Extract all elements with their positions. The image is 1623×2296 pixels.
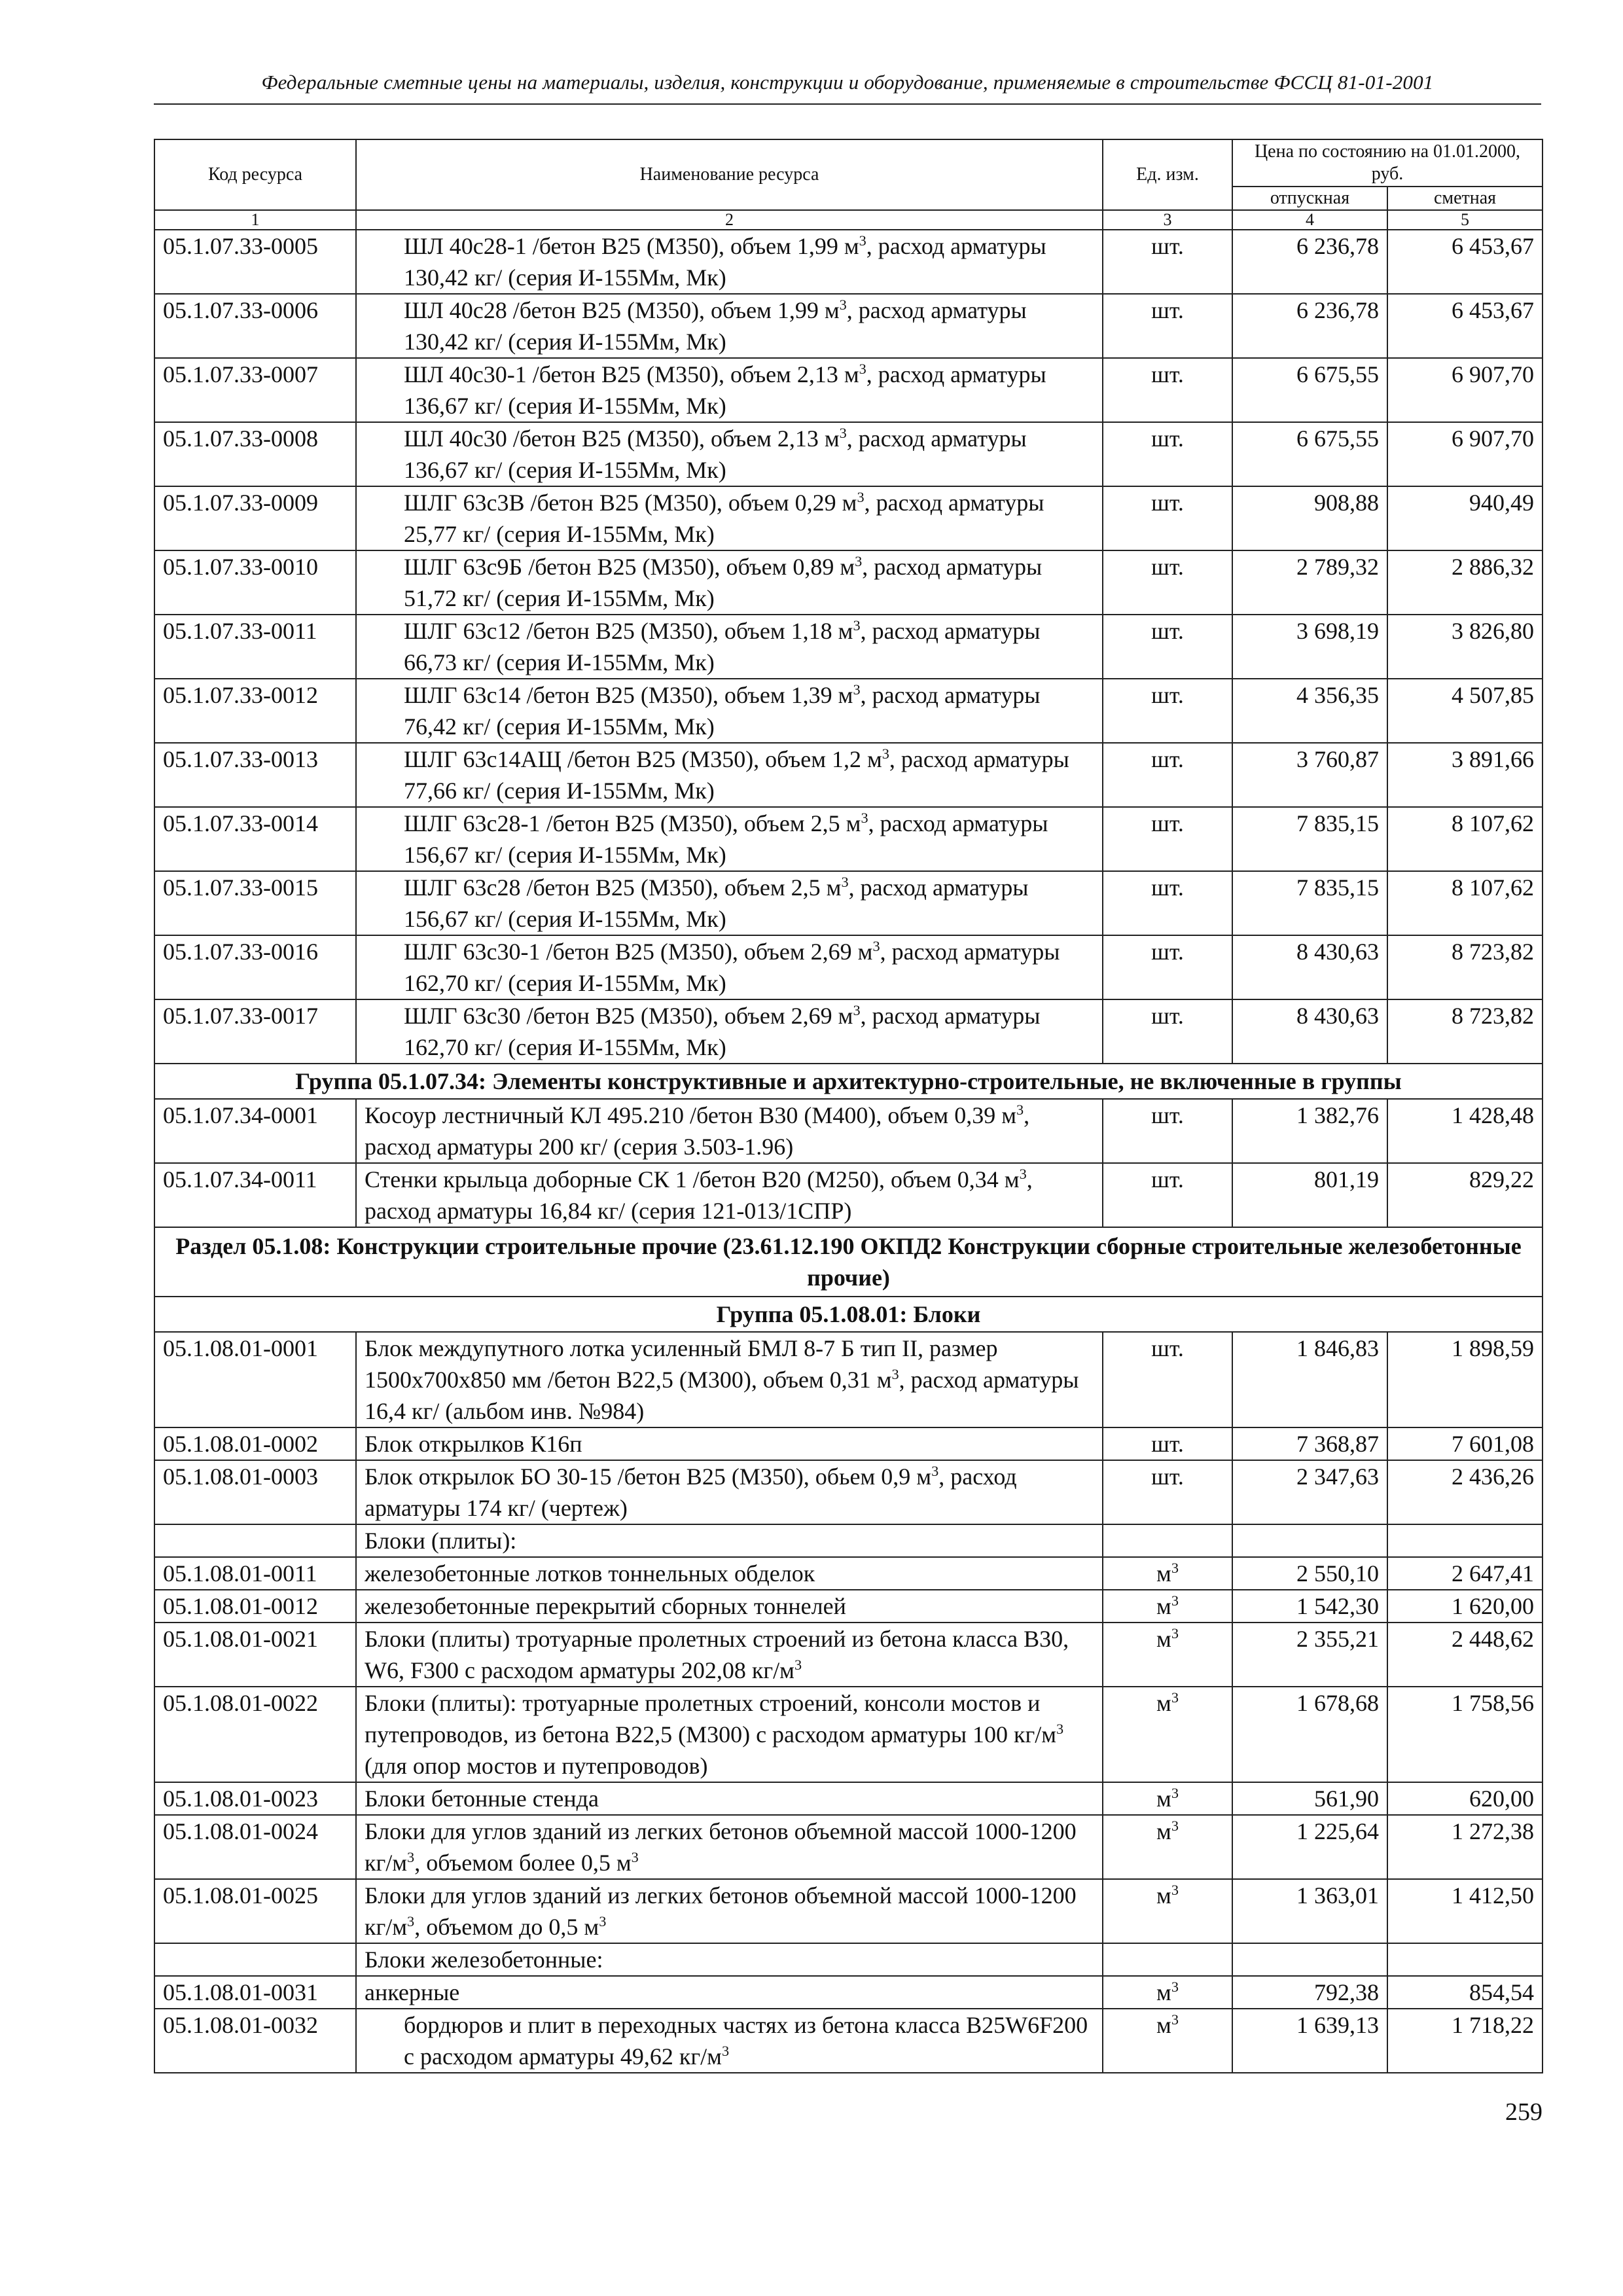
release-price: 2 550,10 xyxy=(1232,1557,1387,1590)
resource-name: Блок открылков К16п xyxy=(356,1427,1103,1460)
table-row xyxy=(154,743,1543,807)
resource-code: 05.1.07.33-0007 xyxy=(154,358,356,422)
estimate-price: 2 647,41 xyxy=(1387,1557,1543,1590)
unit-of-measure: шт. xyxy=(1103,230,1232,294)
table-body xyxy=(154,230,1543,2073)
resource-name: Блок междупутного лотка усиленный БМЛ 8-7 Б тип II, размер 1500х700х850 мм /бетон В22,5 (М300), объем 0,31 $м^3$, расход арматуры 16,4 кг/ (альбом инв. №984) xyxy=(356,1332,1103,1427)
release-price: 7 368,87 xyxy=(1232,1427,1387,1460)
unit-of-measure: $м^3$ xyxy=(1103,1590,1232,1623)
release-price: 8 430,63 xyxy=(1232,999,1387,1064)
table-row xyxy=(154,1782,1543,1815)
estimate-price: 940,49 xyxy=(1387,486,1543,550)
estimate-price: 8 723,82 xyxy=(1387,999,1543,1064)
release-price: 1 225,64 xyxy=(1232,1815,1387,1879)
release-price: 2 347,63 xyxy=(1232,1460,1387,1524)
empty-cell xyxy=(1232,1524,1387,1557)
estimate-price: 1 412,50 xyxy=(1387,1879,1543,1943)
section-heading-row xyxy=(154,1227,1543,1297)
unit-of-measure: шт. xyxy=(1103,871,1232,935)
unit-of-measure: $м^3$ xyxy=(1103,1782,1232,1815)
resource-code: 05.1.07.34-0011 xyxy=(154,1163,356,1227)
resource-name: ШЛГ 63с30 /бетон В25 (М350), объем 2,69 $м^3$, расход арматуры 162,70 кг/ (серия И-155Мм, Мк) xyxy=(356,999,1103,1064)
col-number: 2 xyxy=(356,210,1103,230)
resource-name: ШЛГ 63с14АЩ /бетон В25 (М350), объем 1,2 $м^3$, расход арматуры 77,66 кг/ (серия И-155Мм, Мк) xyxy=(356,743,1103,807)
table-row xyxy=(154,1976,1543,2009)
running-header: Федеральные сметные цены на материалы, изделия, конструкции и оборудование, применяемые в строительстве ФССЦ 81-01-2001 xyxy=(261,71,1434,94)
estimate-price: 8 723,82 xyxy=(1387,935,1543,999)
resource-name: бордюров и плит в переходных частях из бетона класса B25W6F200 с расходом арматуры 49,62 $кг/м^3$ xyxy=(356,2009,1103,2073)
empty-cell xyxy=(1387,1524,1543,1557)
estimate-price: 2 886,32 xyxy=(1387,550,1543,615)
table-row xyxy=(154,1687,1543,1782)
resource-code: 05.1.07.33-0011 xyxy=(154,615,356,679)
resource-price-table xyxy=(154,139,1543,2073)
unit-of-measure: шт. xyxy=(1103,294,1232,358)
col-number: 5 xyxy=(1387,210,1543,230)
estimate-price: 7 601,08 xyxy=(1387,1427,1543,1460)
release-price: 6 675,55 xyxy=(1232,358,1387,422)
unit-of-measure: шт. xyxy=(1103,999,1232,1064)
empty-cell xyxy=(1387,1943,1543,1976)
resource-code: 05.1.08.01-0003 xyxy=(154,1460,356,1524)
unit-of-measure: шт. xyxy=(1103,679,1232,743)
unit-of-measure: $м^3$ xyxy=(1103,1879,1232,1943)
release-price: 4 356,35 xyxy=(1232,679,1387,743)
release-price: 561,90 xyxy=(1232,1782,1387,1815)
column-number-row xyxy=(154,210,1543,230)
estimate-price: 3 891,66 xyxy=(1387,743,1543,807)
col-number: 1 xyxy=(154,210,356,230)
resource-code: 05.1.08.01-0011 xyxy=(154,1557,356,1590)
subheading-label: Блоки железобетонные: xyxy=(356,1943,1103,1976)
release-price: 2 789,32 xyxy=(1232,550,1387,615)
resource-code: 05.1.08.01-0031 xyxy=(154,1976,356,2009)
resource-name: ШЛГ 63с28-1 /бетон В25 (М350), объем 2,5 $м^3$, расход арматуры 156,67 кг/ (серия И-155Мм, Мк) xyxy=(356,807,1103,871)
estimate-price: 1 758,56 xyxy=(1387,1687,1543,1782)
resource-code: 05.1.07.34-0001 xyxy=(154,1099,356,1163)
table-row xyxy=(154,550,1543,615)
table-row xyxy=(154,2009,1543,2073)
table-header-row xyxy=(154,139,1543,187)
resource-code: 05.1.08.01-0022 xyxy=(154,1687,356,1782)
resource-code: 05.1.07.33-0015 xyxy=(154,871,356,935)
unit-of-measure: шт. xyxy=(1103,807,1232,871)
resource-name: Блоки (плиты): тротуарные пролетных строений, консоли мостов и путепроводов, из бетона В22,5 (М300) с расходом арматуры 100 $кг/м^3$ (для опор мостов и путепроводов) xyxy=(356,1687,1103,1782)
resource-name: ШЛ 40с30-1 /бетон В25 (М350), объем 2,13 $м^3$, расход арматуры 136,67 кг/ (серия И-155Мм, Мк) xyxy=(356,358,1103,422)
empty-cell xyxy=(154,1943,356,1976)
table-row xyxy=(154,999,1543,1064)
release-price: 3 698,19 xyxy=(1232,615,1387,679)
table-row xyxy=(154,1623,1543,1687)
estimate-price: 6 453,67 xyxy=(1387,230,1543,294)
resource-name: Блоки для углов зданий из легких бетонов объемной массой 1000-1200 $кг/м^3$, объемом более 0,5 $м^3$ xyxy=(356,1815,1103,1879)
estimate-price: 1 898,59 xyxy=(1387,1332,1543,1427)
table-row xyxy=(154,358,1543,422)
estimate-price: 854,54 xyxy=(1387,1976,1543,2009)
resource-name: анкерные xyxy=(356,1976,1103,2009)
col-header-price: Цена по состоянию на 01.01.2000, руб. xyxy=(1232,139,1543,187)
section-title: Раздел 05.1.08: Конструкции строительные прочие (23.61.12.190 ОКПД2 Конструкции сборные строительные железобетонные прочие) xyxy=(154,1227,1543,1297)
page-number: 259 xyxy=(1505,2098,1543,2126)
resource-code: 05.1.07.33-0010 xyxy=(154,550,356,615)
resource-name: ШЛ 40с28-1 /бетон В25 (М350), объем 1,99 $м^3$, расход арматуры 130,42 кг/ (серия И-155Мм, Мк) xyxy=(356,230,1103,294)
unit-of-measure: $м^3$ xyxy=(1103,1557,1232,1590)
group-title: Группа 05.1.07.34: Элементы конструктивные и архитектурно-строительные, не включенные в группы xyxy=(154,1064,1543,1099)
release-price: 6 236,78 xyxy=(1232,294,1387,358)
unit-of-measure: $м^3$ xyxy=(1103,1687,1232,1782)
unit-of-measure: шт. xyxy=(1103,615,1232,679)
resource-name: ШЛГ 63с3В /бетон В25 (М350), объем 0,29 $м^3$, расход арматуры 25,77 кг/ (серия И-155Мм, Мк) xyxy=(356,486,1103,550)
table-row xyxy=(154,230,1543,294)
empty-cell xyxy=(1103,1524,1232,1557)
subheading-label: Блоки (плиты): xyxy=(356,1524,1103,1557)
resource-name: ШЛ 40с30 /бетон В25 (М350), объем 2,13 $м^3$, расход арматуры 136,67 кг/ (серия И-155Мм, Мк) xyxy=(356,422,1103,486)
estimate-price: 6 453,67 xyxy=(1387,294,1543,358)
table-row xyxy=(154,1815,1543,1879)
unit-of-measure: шт. xyxy=(1103,1460,1232,1524)
resource-code: 05.1.07.33-0009 xyxy=(154,486,356,550)
release-price: 6 675,55 xyxy=(1232,422,1387,486)
resource-code: 05.1.08.01-0021 xyxy=(154,1623,356,1687)
resource-code: 05.1.07.33-0017 xyxy=(154,999,356,1064)
estimate-price: 1 272,38 xyxy=(1387,1815,1543,1879)
resource-code: 05.1.07.33-0008 xyxy=(154,422,356,486)
table-row xyxy=(154,1163,1543,1227)
unit-of-measure: шт. xyxy=(1103,422,1232,486)
release-price: 1 639,13 xyxy=(1232,2009,1387,2073)
table-row xyxy=(154,1460,1543,1524)
table-row xyxy=(154,1590,1543,1623)
estimate-price: 6 907,70 xyxy=(1387,358,1543,422)
estimate-price: 2 448,62 xyxy=(1387,1623,1543,1687)
release-price: 1 382,76 xyxy=(1232,1099,1387,1163)
col-number: 4 xyxy=(1232,210,1387,230)
resource-code: 05.1.08.01-0002 xyxy=(154,1427,356,1460)
release-price: 8 430,63 xyxy=(1232,935,1387,999)
col-header-code: Код ресурса xyxy=(154,139,356,210)
estimate-price: 1 428,48 xyxy=(1387,1099,1543,1163)
release-price: 2 355,21 xyxy=(1232,1623,1387,1687)
unit-of-measure: $м^3$ xyxy=(1103,1976,1232,2009)
resource-name: ШЛГ 63с28 /бетон В25 (М350), объем 2,5 $м^3$, расход арматуры 156,67 кг/ (серия И-155Мм, Мк) xyxy=(356,871,1103,935)
resource-code: 05.1.07.33-0016 xyxy=(154,935,356,999)
unit-of-measure: $м^3$ xyxy=(1103,1815,1232,1879)
group-title: Группа 05.1.08.01: Блоки xyxy=(154,1297,1543,1332)
table-row xyxy=(154,1557,1543,1590)
empty-cell xyxy=(154,1524,356,1557)
table-row xyxy=(154,294,1543,358)
resource-code: 05.1.07.33-0006 xyxy=(154,294,356,358)
unit-of-measure: шт. xyxy=(1103,1427,1232,1460)
release-price: 7 835,15 xyxy=(1232,871,1387,935)
unit-of-measure: шт. xyxy=(1103,743,1232,807)
table-row xyxy=(154,679,1543,743)
estimate-price: 829,22 xyxy=(1387,1163,1543,1227)
unit-of-measure: шт. xyxy=(1103,486,1232,550)
resource-name: Блоки бетонные стенда xyxy=(356,1782,1103,1815)
release-price: 1 363,01 xyxy=(1232,1879,1387,1943)
resource-name: Блоки (плиты) тротуарные пролетных строений из бетона класса В30, W6, F300 с расходом арматуры 202,08 $кг/м^3$ xyxy=(356,1623,1103,1687)
release-price: 6 236,78 xyxy=(1232,230,1387,294)
col-number: 3 xyxy=(1103,210,1232,230)
empty-cell xyxy=(1103,1943,1232,1976)
estimate-price: 8 107,62 xyxy=(1387,871,1543,935)
resource-name: ШЛГ 63с30-1 /бетон В25 (М350), объем 2,69 $м^3$, расход арматуры 162,70 кг/ (серия И-155Мм, Мк) xyxy=(356,935,1103,999)
estimate-price: 8 107,62 xyxy=(1387,807,1543,871)
release-price: 3 760,87 xyxy=(1232,743,1387,807)
release-price: 7 835,15 xyxy=(1232,807,1387,871)
table-row xyxy=(154,1099,1543,1163)
table-row xyxy=(154,1879,1543,1943)
resource-name: Стенки крыльца доборные СК 1 /бетон В20 (М250), объем 0,34 $м^3$, расход арматуры 16,84 кг/ (серия 121-013/1СПР) xyxy=(356,1163,1103,1227)
release-price: 1 678,68 xyxy=(1232,1687,1387,1782)
unit-of-measure: шт. xyxy=(1103,550,1232,615)
estimate-price: 2 436,26 xyxy=(1387,1460,1543,1524)
table-row xyxy=(154,1427,1543,1460)
release-price: 908,88 xyxy=(1232,486,1387,550)
resource-name: железобетонные перекрытий сборных тоннелей xyxy=(356,1590,1103,1623)
col-header-unit: Ед. изм. xyxy=(1103,139,1232,210)
release-price: 1 846,83 xyxy=(1232,1332,1387,1427)
empty-cell xyxy=(1232,1943,1387,1976)
resource-code: 05.1.07.33-0014 xyxy=(154,807,356,871)
resource-code: 05.1.08.01-0001 xyxy=(154,1332,356,1427)
resource-name: Блоки для углов зданий из легких бетонов объемной массой 1000-1200 $кг/м^3$, объемом до 0,5 $м^3$ xyxy=(356,1879,1103,1943)
group-heading-row xyxy=(154,1064,1543,1099)
estimate-price: 4 507,85 xyxy=(1387,679,1543,743)
table-row xyxy=(154,615,1543,679)
resource-name: ШЛ 40с28 /бетон В25 (М350), объем 1,99 $м^3$, расход арматуры 130,42 кг/ (серия И-155Мм, Мк) xyxy=(356,294,1103,358)
col-header-release: отпускная xyxy=(1232,187,1387,210)
subheading-row xyxy=(154,1943,1543,1976)
col-header-name: Наименование ресурса xyxy=(356,139,1103,210)
release-price: 801,19 xyxy=(1232,1163,1387,1227)
resource-code: 05.1.07.33-0005 xyxy=(154,230,356,294)
header-rule xyxy=(154,103,1541,105)
resource-code: 05.1.08.01-0023 xyxy=(154,1782,356,1815)
resource-code: 05.1.08.01-0012 xyxy=(154,1590,356,1623)
release-price: 792,38 xyxy=(1232,1976,1387,2009)
table-row xyxy=(154,422,1543,486)
unit-of-measure: $м^3$ xyxy=(1103,2009,1232,2073)
resource-code: 05.1.07.33-0013 xyxy=(154,743,356,807)
estimate-price: 620,00 xyxy=(1387,1782,1543,1815)
resource-name: ШЛГ 63с12 /бетон В25 (М350), объем 1,18 $м^3$, расход арматуры 66,73 кг/ (серия И-155Мм, Мк) xyxy=(356,615,1103,679)
release-price: 1 542,30 xyxy=(1232,1590,1387,1623)
table-row xyxy=(154,486,1543,550)
table-row xyxy=(154,807,1543,871)
resource-name: Блок открылок БО 30-15 /бетон В25 (М350), обьем 0,9 $м^3$, расход арматуры 174 кг/ (чертеж) xyxy=(356,1460,1103,1524)
table-row xyxy=(154,935,1543,999)
resource-name: ШЛГ 63с9Б /бетон В25 (М350), объем 0,89 $м^3$, расход арматуры 51,72 кг/ (серия И-155Мм, Мк) xyxy=(356,550,1103,615)
resource-name: Косоур лестничный КЛ 495.210 /бетон В30 (М400), объем 0,39 $м^3$, расход арматуры 200 кг/ (серия 3.503-1.96) xyxy=(356,1099,1103,1163)
estimate-price: 3 826,80 xyxy=(1387,615,1543,679)
estimate-price: 1 620,00 xyxy=(1387,1590,1543,1623)
unit-of-measure: шт. xyxy=(1103,1099,1232,1163)
unit-of-measure: шт. xyxy=(1103,358,1232,422)
group-heading-row xyxy=(154,1297,1543,1332)
resource-name: ШЛГ 63с14 /бетон В25 (М350), объем 1,39 $м^3$, расход арматуры 76,42 кг/ (серия И-155Мм, Мк) xyxy=(356,679,1103,743)
table-row xyxy=(154,871,1543,935)
resource-code: 05.1.08.01-0024 xyxy=(154,1815,356,1879)
resource-code: 05.1.07.33-0012 xyxy=(154,679,356,743)
col-header-estimate: сметная xyxy=(1387,187,1543,210)
resource-name: железобетонные лотков тоннельных обделок xyxy=(356,1557,1103,1590)
unit-of-measure: шт. xyxy=(1103,1332,1232,1427)
unit-of-measure: $м^3$ xyxy=(1103,1623,1232,1687)
table-row xyxy=(154,1332,1543,1427)
unit-of-measure: шт. xyxy=(1103,1163,1232,1227)
resource-code: 05.1.08.01-0032 xyxy=(154,2009,356,2073)
estimate-price: 1 718,22 xyxy=(1387,2009,1543,2073)
unit-of-measure: шт. xyxy=(1103,935,1232,999)
estimate-price: 6 907,70 xyxy=(1387,422,1543,486)
subheading-row xyxy=(154,1524,1543,1557)
resource-code: 05.1.08.01-0025 xyxy=(154,1879,356,1943)
